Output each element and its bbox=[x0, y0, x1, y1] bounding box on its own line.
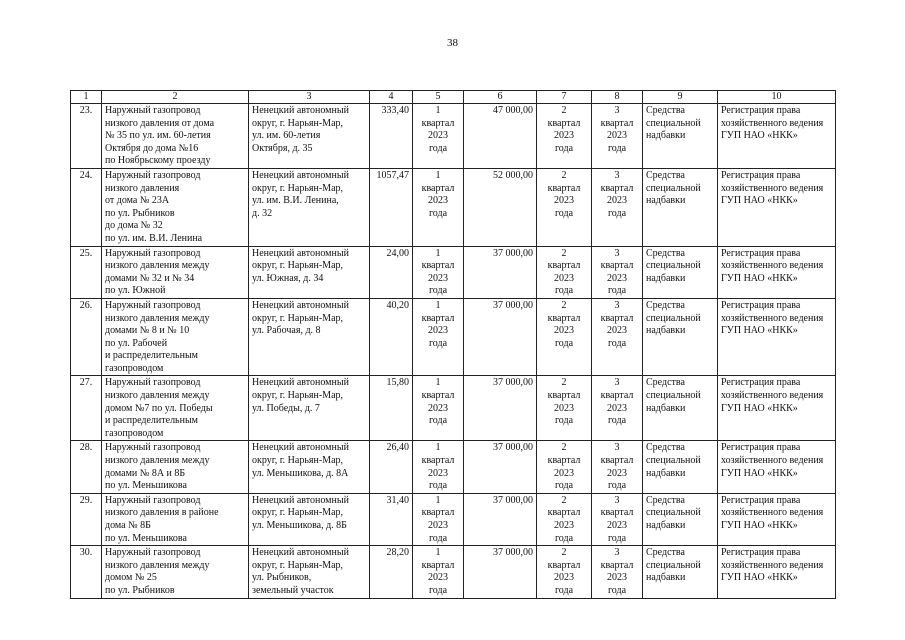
cost: 37 000,00 bbox=[464, 546, 537, 598]
quarter-start: 1 квартал 2023 года bbox=[413, 168, 464, 246]
header-cell-9: 9 bbox=[643, 91, 718, 104]
funding-source: Средства специальной надбавки bbox=[643, 546, 718, 598]
note: Регистрация права хозяйственного ведения ГУП НАО «НКК» bbox=[718, 376, 836, 441]
quarter-mid: 2 квартал 2023 года bbox=[537, 298, 592, 376]
object-name: Наружный газопровод низкого давления в районе дома № 8Б по ул. Меньшикова bbox=[102, 493, 249, 545]
header-cell-6: 6 bbox=[464, 91, 537, 104]
table-row bbox=[71, 376, 836, 441]
quarter-start: 1 квартал 2023 года bbox=[413, 546, 464, 598]
quarter-start: 1 квартал 2023 года bbox=[413, 493, 464, 545]
cost: 37 000,00 bbox=[464, 298, 537, 376]
pipeline-length: 26,40 bbox=[370, 441, 413, 493]
table-row bbox=[71, 104, 836, 169]
object-address: Ненецкий автономный округ, г. Нарьян-Мар, ул. Рабочая, д. 8 bbox=[249, 298, 370, 376]
funding-source: Средства специальной надбавки bbox=[643, 298, 718, 376]
row-number: 27. bbox=[71, 376, 102, 441]
quarter-end: 3 квартал 2023 года bbox=[592, 246, 643, 298]
header-row bbox=[71, 91, 836, 104]
table-row bbox=[71, 298, 836, 376]
object-name: Наружный газопровод низкого давления между домами № 8 и № 10 по ул. Рабочей и распределительным газопроводом bbox=[102, 298, 249, 376]
cost: 37 000,00 bbox=[464, 246, 537, 298]
quarter-mid: 2 квартал 2023 года bbox=[537, 441, 592, 493]
header-cell-2: 2 bbox=[102, 91, 249, 104]
row-number: 26. bbox=[71, 298, 102, 376]
cost: 37 000,00 bbox=[464, 376, 537, 441]
quarter-end: 3 квартал 2023 года bbox=[592, 168, 643, 246]
quarter-mid: 2 квартал 2023 года bbox=[537, 493, 592, 545]
row-number: 23. bbox=[71, 104, 102, 169]
pipeline-table bbox=[70, 90, 836, 599]
header-cell-5: 5 bbox=[413, 91, 464, 104]
quarter-mid: 2 квартал 2023 года bbox=[537, 104, 592, 169]
quarter-mid: 2 квартал 2023 года bbox=[537, 546, 592, 598]
quarter-end: 3 квартал 2023 года bbox=[592, 441, 643, 493]
pipeline-length: 28,20 bbox=[370, 546, 413, 598]
note: Регистрация права хозяйственного ведения ГУП НАО «НКК» bbox=[718, 441, 836, 493]
object-name: Наружный газопровод низкого давления между домом №7 по ул. Победы и распределительным газопроводом bbox=[102, 376, 249, 441]
funding-source: Средства специальной надбавки bbox=[643, 168, 718, 246]
pipeline-length: 31,40 bbox=[370, 493, 413, 545]
quarter-end: 3 квартал 2023 года bbox=[592, 546, 643, 598]
row-number: 29. bbox=[71, 493, 102, 545]
row-number: 30. bbox=[71, 546, 102, 598]
table-row bbox=[71, 493, 836, 545]
object-address: Ненецкий автономный округ, г. Нарьян-Мар, ул. им. В.И. Ленина, д. 32 bbox=[249, 168, 370, 246]
funding-source: Средства специальной надбавки bbox=[643, 376, 718, 441]
header-cell-4: 4 bbox=[370, 91, 413, 104]
quarter-start: 1 квартал 2023 года bbox=[413, 298, 464, 376]
note: Регистрация права хозяйственного ведения ГУП НАО «НКК» bbox=[718, 298, 836, 376]
header-cell-3: 3 bbox=[249, 91, 370, 104]
quarter-start: 1 квартал 2023 года bbox=[413, 246, 464, 298]
pipeline-length: 1057,47 bbox=[370, 168, 413, 246]
row-number: 25. bbox=[71, 246, 102, 298]
note: Регистрация права хозяйственного ведения ГУП НАО «НКК» bbox=[718, 168, 836, 246]
quarter-start: 1 квартал 2023 года bbox=[413, 441, 464, 493]
quarter-mid: 2 квартал 2023 года bbox=[537, 168, 592, 246]
row-number: 28. bbox=[71, 441, 102, 493]
cost: 52 000,00 bbox=[464, 168, 537, 246]
quarter-start: 1 квартал 2023 года bbox=[413, 104, 464, 169]
object-address: Ненецкий автономный округ, г. Нарьян-Мар, ул. Рыбников, земельный участок bbox=[249, 546, 370, 598]
quarter-end: 3 квартал 2023 года bbox=[592, 376, 643, 441]
object-address: Ненецкий автономный округ, г. Нарьян-Мар, ул. Победы, д. 7 bbox=[249, 376, 370, 441]
funding-source: Средства специальной надбавки bbox=[643, 493, 718, 545]
quarter-end: 3 квартал 2023 года bbox=[592, 298, 643, 376]
funding-source: Средства специальной надбавки bbox=[643, 104, 718, 169]
object-name: Наружный газопровод низкого давления от дома № 23А по ул. Рыбников до дома № 32 по ул. им. В.И. Ленина bbox=[102, 168, 249, 246]
page-number: 38 bbox=[447, 37, 458, 49]
object-name: Наружный газопровод низкого давления между домом № 25 по ул. Рыбников bbox=[102, 546, 249, 598]
quarter-end: 3 квартал 2023 года bbox=[592, 104, 643, 169]
object-address: Ненецкий автономный округ, г. Нарьян-Мар, ул. Меньшикова, д. 8Б bbox=[249, 493, 370, 545]
note: Регистрация права хозяйственного ведения ГУП НАО «НКК» bbox=[718, 546, 836, 598]
pipeline-length: 40,20 bbox=[370, 298, 413, 376]
table-row bbox=[71, 246, 836, 298]
pipeline-length: 15,80 bbox=[370, 376, 413, 441]
header-cell-10: 10 bbox=[718, 91, 836, 104]
funding-source: Средства специальной надбавки bbox=[643, 441, 718, 493]
note: Регистрация права хозяйственного ведения ГУП НАО «НКК» bbox=[718, 104, 836, 169]
object-name: Наружный газопровод низкого давления от дома № 35 по ул. им. 60-летия Октября до дома №16 по Ноябрьскому проезду bbox=[102, 104, 249, 169]
object-name: Наружный газопровод низкого давления между домами № 32 и № 34 по ул. Южной bbox=[102, 246, 249, 298]
quarter-mid: 2 квартал 2023 года bbox=[537, 376, 592, 441]
row-number: 24. bbox=[71, 168, 102, 246]
table-row bbox=[71, 546, 836, 598]
object-address: Ненецкий автономный округ, г. Нарьян-Мар, ул. им. 60-летия Октября, д. 35 bbox=[249, 104, 370, 169]
pipeline-length: 333,40 bbox=[370, 104, 413, 169]
quarter-start: 1 квартал 2023 года bbox=[413, 376, 464, 441]
object-name: Наружный газопровод низкого давления между домами № 8А и 8Б по ул. Меньшикова bbox=[102, 441, 249, 493]
cost: 37 000,00 bbox=[464, 493, 537, 545]
table-row bbox=[71, 168, 836, 246]
header-cell-1: 1 bbox=[71, 91, 102, 104]
object-address: Ненецкий автономный округ, г. Нарьян-Мар, ул. Меньшикова, д. 8А bbox=[249, 441, 370, 493]
cost: 37 000,00 bbox=[464, 441, 537, 493]
header-cell-8: 8 bbox=[592, 91, 643, 104]
quarter-end: 3 квартал 2023 года bbox=[592, 493, 643, 545]
note: Регистрация права хозяйственного ведения ГУП НАО «НКК» bbox=[718, 493, 836, 545]
object-address: Ненецкий автономный округ, г. Нарьян-Мар, ул. Южная, д. 34 bbox=[249, 246, 370, 298]
quarter-mid: 2 квартал 2023 года bbox=[537, 246, 592, 298]
cost: 47 000,00 bbox=[464, 104, 537, 169]
note: Регистрация права хозяйственного ведения ГУП НАО «НКК» bbox=[718, 246, 836, 298]
header-cell-7: 7 bbox=[537, 91, 592, 104]
table-row bbox=[71, 441, 836, 493]
pipeline-length: 24,00 bbox=[370, 246, 413, 298]
funding-source: Средства специальной надбавки bbox=[643, 246, 718, 298]
